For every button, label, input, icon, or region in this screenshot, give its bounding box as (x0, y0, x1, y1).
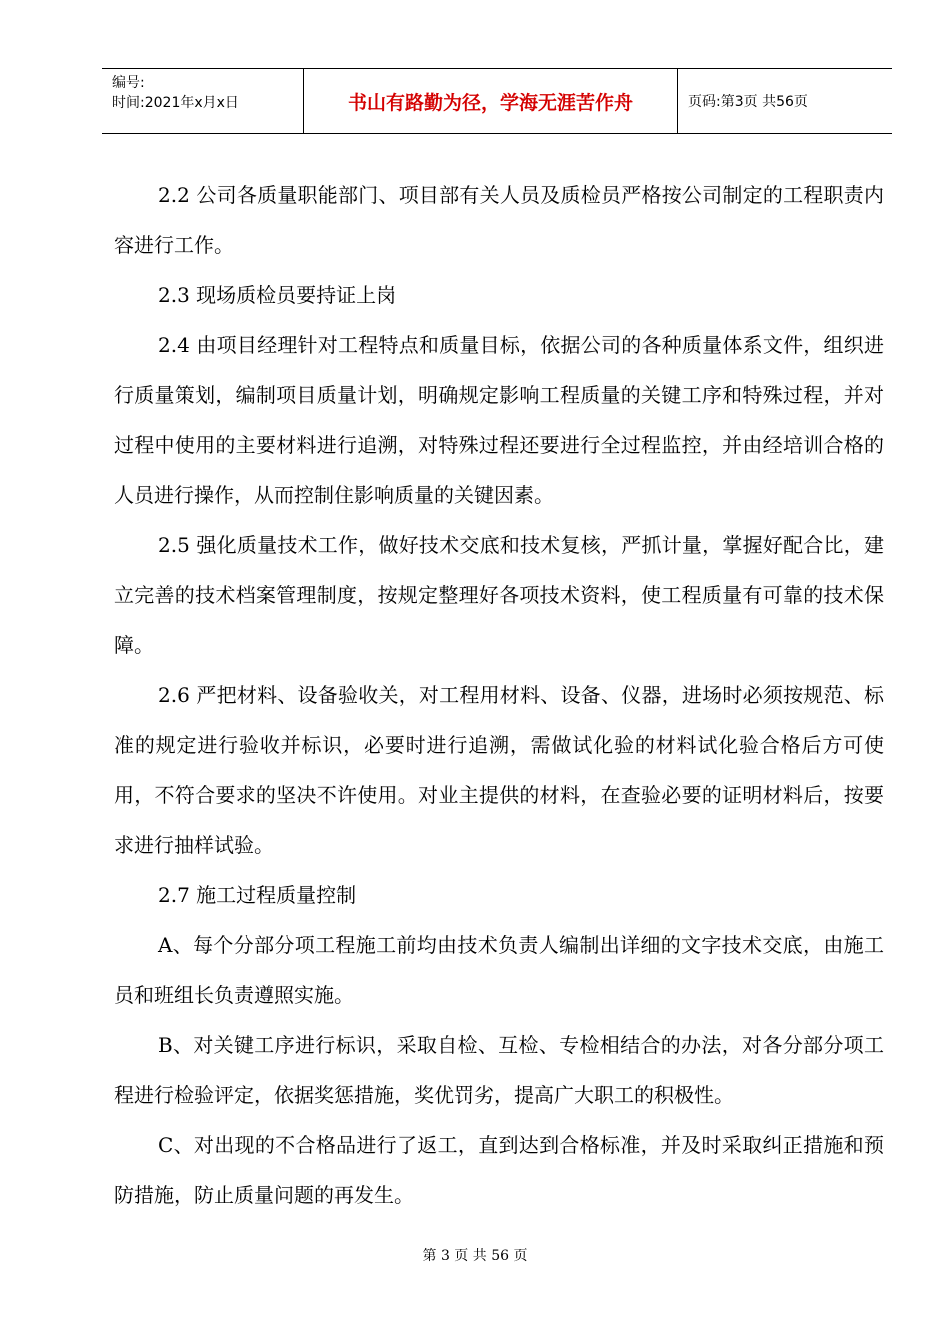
paragraph-2-6: 2.6 严把材料、设备验收关，对工程用材料、设备、仪器，进场时必须按规范、标准的规定进行验收并标识，必要时进行追溯，需做试化验的材料试化验合格后方可使用，不符合要求的坚决不许使用。对业主提供的材料，在查验必要的证明材料后，按要求进行抽样试验。 (114, 683, 884, 857)
paragraph-2-7: 2.7 施工过程质量控制 (158, 883, 357, 907)
paragraph-b: B、对关键工序进行标识，采取自检、互检、专检相结合的办法，对各分部分项工程进行检验评定，依据奖惩措施，奖优罚劣，提高广大职工的积极性。 (114, 1033, 884, 1107)
header-page-code: 页码:第3页 共56页 (688, 94, 808, 110)
document-body (114, 170, 884, 1220)
header-motto: 书山有路勤为径，学海无涯苦作舟 (304, 69, 678, 133)
page-header (102, 68, 892, 134)
number-label: 编号: (112, 75, 145, 91)
paragraph-c: C、对出现的不合格品进行了返工，直到达到合格标准，并及时采取纠正措施和预防措施，防止质量问题的再发生。 (114, 1133, 884, 1207)
paragraph-2-3: 2.3 现场质检员要持证上岗 (158, 283, 397, 307)
page-footer: 第 3 页 共 56 页 (422, 1248, 528, 1264)
paragraph-2-4: 2.4 由项目经理针对工程特点和质量目标，依据公司的各种质量体系文件，组织进行质量策划，编制项目质量计划，明确规定影响工程质量的关键工序和特殊过程，并对过程中使用的主要材料进行追溯，对特殊过程还要进行全过程监控，并由经培训合格的人员进行操作，从而控制住影响质量的关键因素。 (114, 333, 884, 507)
paragraph-a: A、每个分部分项工程施工前均由技术负责人编制出详细的文字技术交底，由施工员和班组长负责遵照实施。 (114, 933, 884, 1007)
time-label: 时间:2021年x月x日 (112, 95, 239, 111)
header-meta (102, 69, 304, 133)
paragraph-2-5: 2.5 强化质量技术工作，做好技术交底和技术复核，严抓计量，掌握好配合比，建立完善的技术档案管理制度，按规定整理好各项技术资料，使工程质量有可靠的技术保障。 (114, 533, 884, 657)
paragraph-2-2: 2.2 公司各质量职能部门、项目部有关人员及质检员严格按公司制定的工程职责内容进行工作。 (114, 183, 884, 257)
